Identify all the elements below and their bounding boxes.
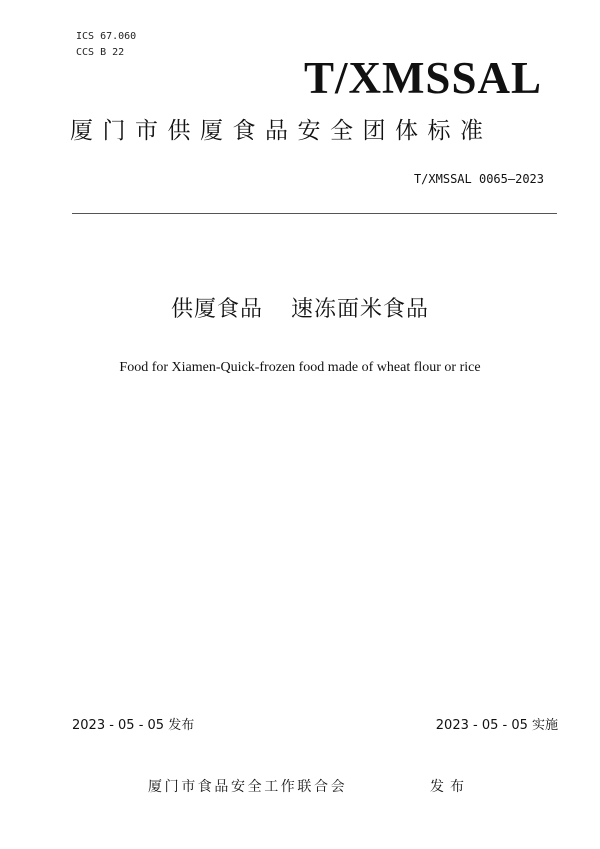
chinese-title [0, 295, 600, 325]
ics-code: ICS 67.060 [76, 31, 137, 42]
implementation-date: 2023 - 05 - 05 实施 [435, 718, 558, 733]
english-title: Food for Xiamen-Quick-frozen food made of wheat flour or rice [119, 360, 481, 375]
ccs-code: CCS B 22 [76, 47, 125, 58]
header-divider [72, 213, 557, 214]
standard-number: T/XMSSAL 0065—2023 [413, 172, 544, 186]
issue-label: 发布 [430, 779, 470, 795]
standard-brand: T/XMSSAL [303, 53, 542, 103]
issuing-organization: 厦门市食品安全工作联合会 [148, 779, 348, 795]
chinese-title-part1: 供厦食品 [170, 297, 263, 322]
organization-standard-title: 厦门市供厦食品安全团体标准 [70, 118, 493, 144]
chinese-title-part2: 速冻面米食品 [291, 297, 430, 322]
issue-date: 2023 - 05 - 05 发布 [72, 718, 195, 733]
